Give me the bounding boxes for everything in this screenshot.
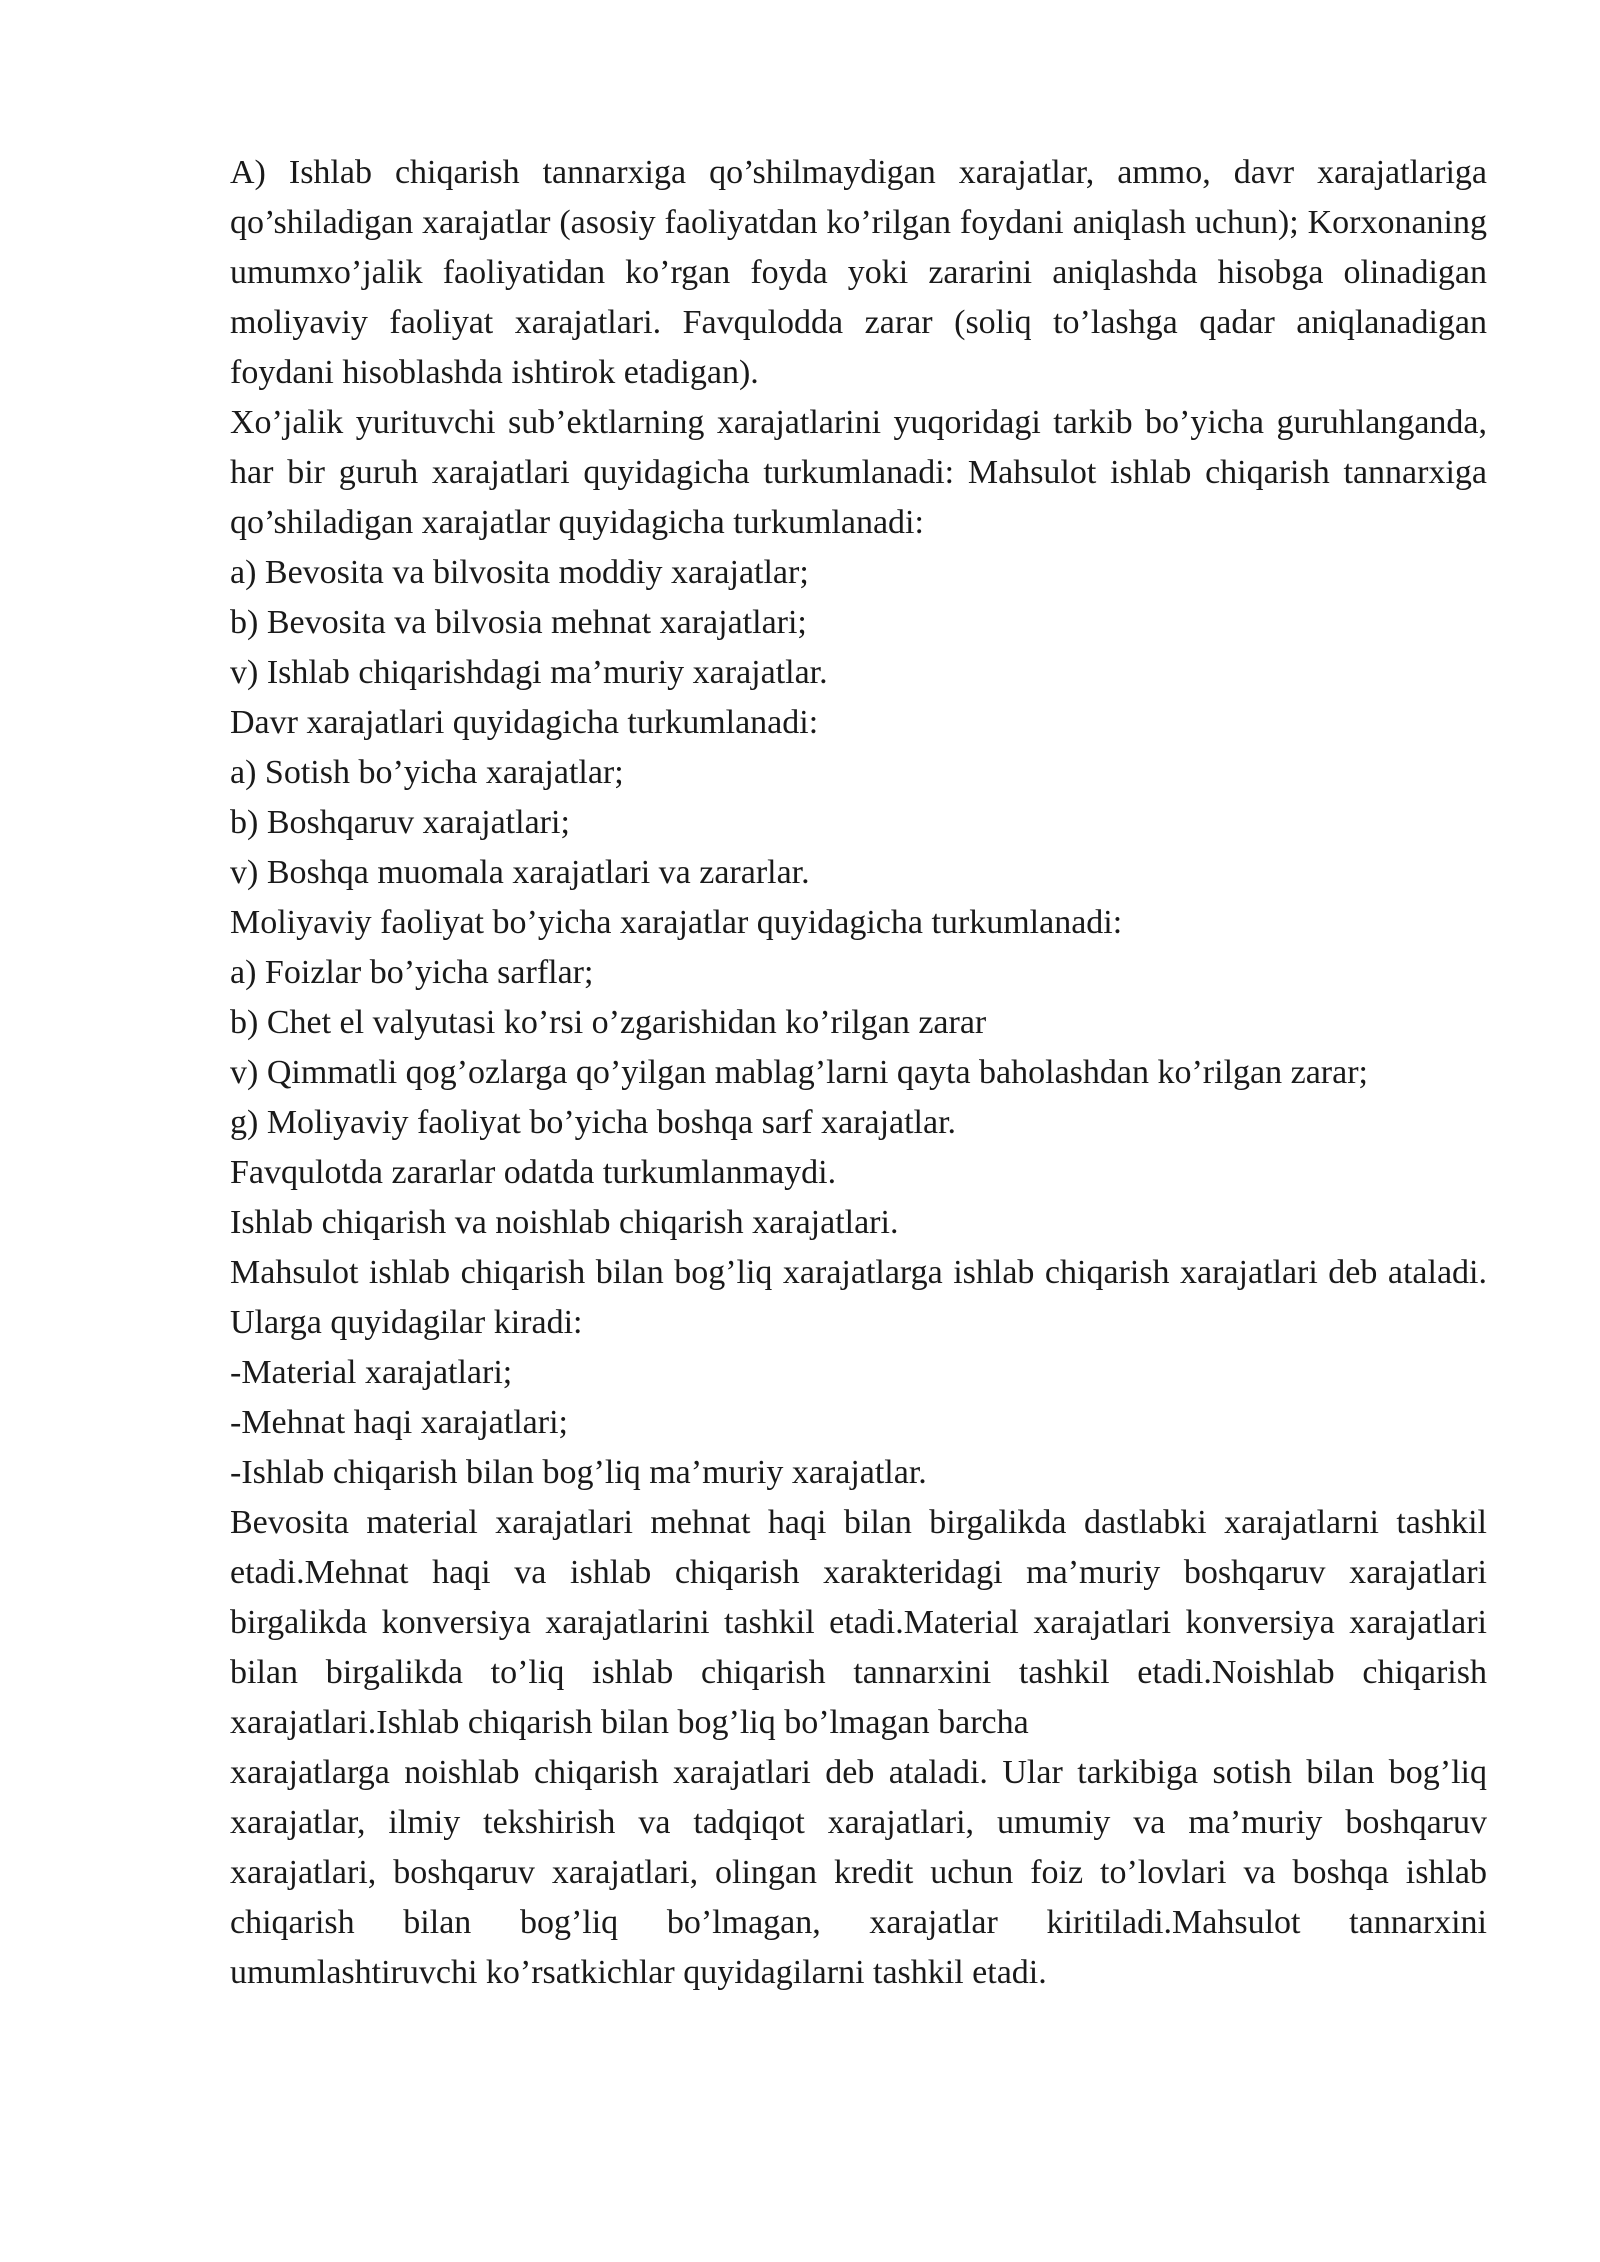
section-heading-period-costs: Davr xarajatlari quyidagicha turkumlanadi: — [230, 704, 819, 741]
list-item: -Mehnat haqi xarajatlari; — [230, 1404, 568, 1441]
list-item: -Ishlab chiqarish bilan bog’liq ma’muriy xarajatlar. — [230, 1454, 927, 1491]
paragraph-non-production-costs: xarajatlarga noishlab chiqarish xarajatlari deb ataladi. Ular tarkibiga sotish bilan bog’liq xarajatlar, ilmiy tekshirish va tadqiqot xarajatlari, umumiy va ma’muriy boshqaruv xarajatlari, boshqaruv xarajatlari, olingan kredit uchun foiz to’lovlari va boshqa ishlab chiqarish bilan bog’liq bo’lmagan, xarajatlar kiritiladi.Mahsulot tannarxini umumlashtiruvchi ko’rsatkichlar quyidagilarni tashkil etadi. — [230, 1754, 1487, 1991]
document-body — [230, 148, 1487, 1998]
list-item: g) Moliyaviy faoliyat bo’yicha boshqa sarf xarajatlar. — [230, 1104, 957, 1141]
list-item: a) Sotish bo’yicha xarajatlar; — [230, 754, 624, 791]
paragraph-extraordinary-losses: Favqulotda zararlar odatda turkumlanmaydi. — [230, 1154, 837, 1191]
paragraph-grouping-intro: Xo’jalik yurituvchi sub’ektlarning xarajatlarini yuqoridagi tarkib bo’yicha guruhlanganda, har bir guruh xarajatlari quyidagicha turkumlanadi: Mahsulot ishlab chiqarish tannarxiga qo’shiladigan xarajatlar quyidagicha turkumlanadi: — [230, 404, 1487, 541]
section-heading-financial-costs: Moliyaviy faoliyat bo’yicha xarajatlar quyidagicha turkumlanadi: — [230, 904, 1123, 941]
list-item: v) Ishlab chiqarishdagi ma’muriy xarajatlar. — [230, 654, 828, 691]
list-item: a) Foizlar bo’yicha sarflar; — [230, 954, 594, 991]
list-item: v) Qimmatli qog’ozlarga qo’yilgan mablag’larni qayta baholashdan ko’rilgan zarar; — [230, 1054, 1368, 1091]
list-item: v) Boshqa muomala xarajatlari va zararlar. — [230, 854, 810, 891]
list-item: -Material xarajatlari; — [230, 1354, 513, 1391]
list-item: b) Boshqaruv xarajatlari; — [230, 804, 570, 841]
list-item: a) Bevosita va bilvosita moddiy xarajatlar; — [230, 554, 809, 591]
paragraph-conversion-costs: Bevosita material xarajatlari mehnat haqi bilan birgalikda dastlabki xarajatlarni tashkil etadi.Mehnat haqi va ishlab chiqarish xarakteridagi ma’muriy boshqaruv xarajatlari birgalikda konversiya xarajatlarini tashkil etadi.Material xarajatlari konversiya xarajatlari bilan birgalikda to’liq ishlab chiqarish tannarxini tashkil etadi.Noishlab chiqarish xarajatlari.Ishlab chiqarish bilan bog’liq bo’lmagan barcha — [230, 1504, 1487, 1741]
paragraph-costs-not-in-production: A) Ishlab chiqarish tannarxiga qo’shilmaydigan xarajatlar, ammo, davr xarajatlariga qo’shiladigan xarajatlar (asosiy faoliyatdan ko’rilgan foydani aniqlash uchun); Korxonaning umumxo’jalik faoliyatidan ko’rgan foyda yoki zararini aniqlashda hisobga olinadigan moliyaviy faoliyat xarajatlari. Favqulodda zarar (soliq to’lashga qadar aniqlanadigan foydani hisoblashda ishtirok etadigan). — [230, 154, 1487, 391]
list-item: b) Bevosita va bilvosia mehnat xarajatlari; — [230, 604, 807, 641]
list-item: b) Chet el valyutasi ko’rsi o’zgarishidan ko’rilgan zarar — [230, 1004, 987, 1041]
section-heading-production-costs: Ishlab chiqarish va noishlab chiqarish xarajatlari. — [230, 1204, 899, 1241]
paragraph-production-costs-definition: Mahsulot ishlab chiqarish bilan bog’liq xarajatlarga ishlab chiqarish xarajatlari deb ataladi. Ularga quyidagilar kiradi: — [230, 1254, 1487, 1341]
